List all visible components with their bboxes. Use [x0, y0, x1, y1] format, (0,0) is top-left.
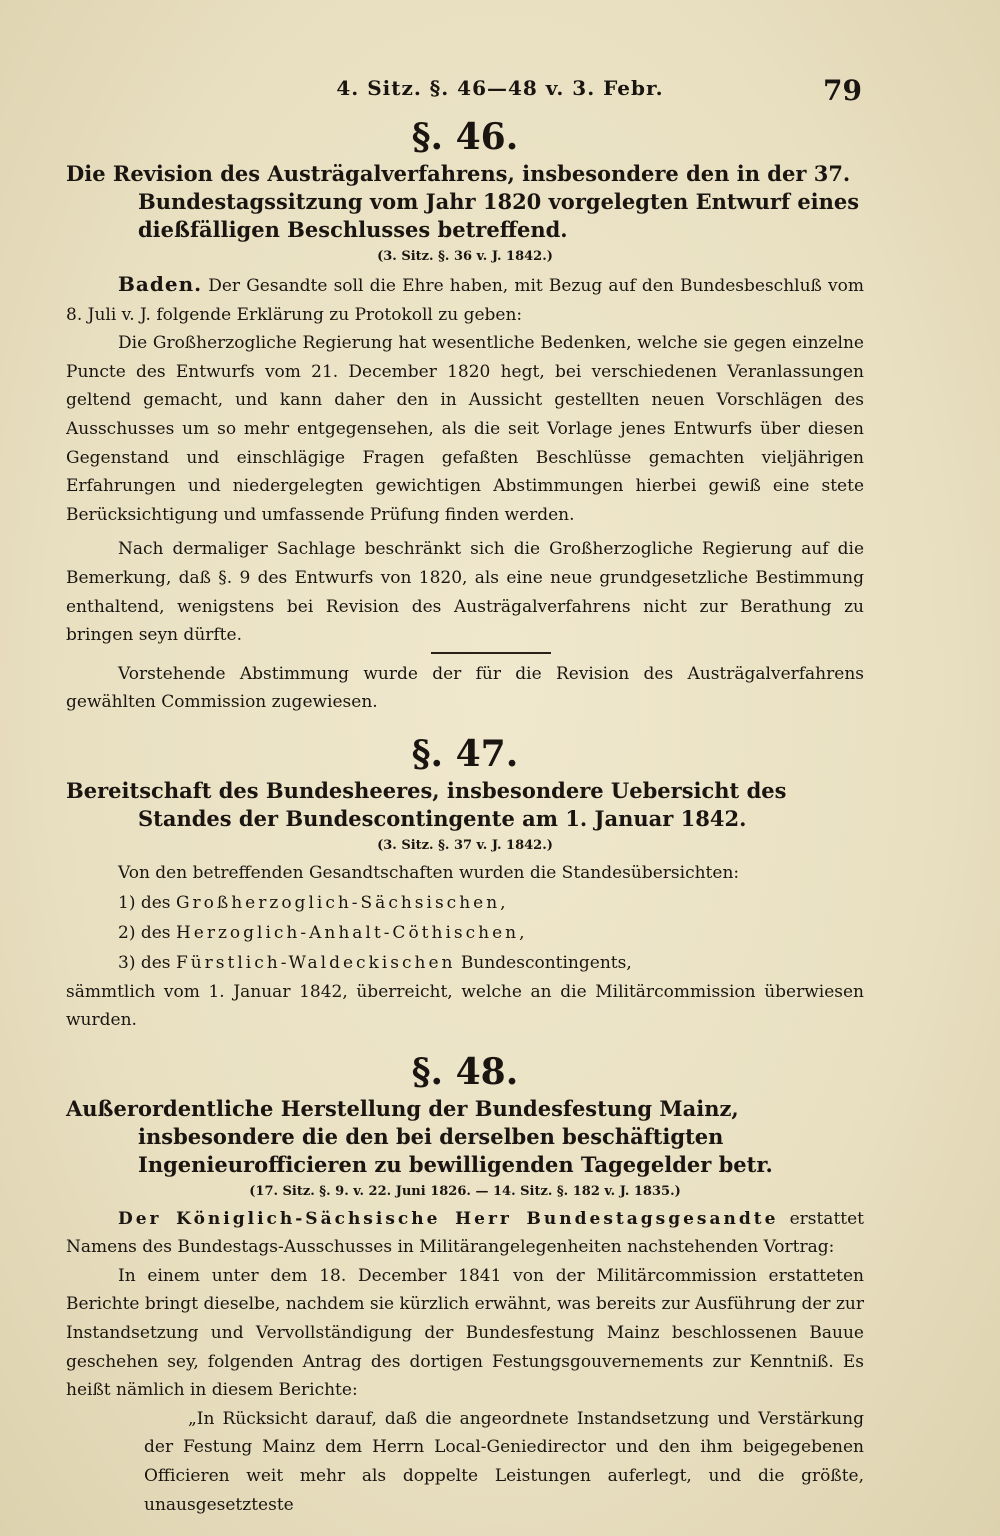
section-heading: §. 48.	[411, 1050, 519, 1093]
section-46	[66, 116, 864, 717]
item-suffix: Bundescontingents,	[460, 952, 632, 973]
quoted-paragraph: „In Rücksicht darauf, daß die angeordnete Instandsetzung und Verstärkung der Festung Mainz dem Herrn Local-Geniedirector und den ihm beigegebenen Officieren weit mehr als doppelte Leistungen auferlegt, und die größte, unausgesetzteste	[144, 1408, 864, 1515]
item-number: 3)	[118, 952, 136, 973]
paragraph: Vorstehende Abstimmung wurde der für die Revision des Austrägalverfahrens gewählten Commission zugewiesen.	[66, 663, 864, 713]
running-title: 4. Sitz. §. 46—48 v. 3. Febr.	[336, 76, 664, 100]
intro-text: erstattet Namens des Bundestags-Ausschusses in Militärangelegenheiten nachstehenden Vortrag:	[66, 1208, 864, 1258]
list-item	[66, 948, 864, 978]
page-number: 79	[823, 74, 862, 107]
list-item	[66, 888, 864, 918]
section-heading: §. 46.	[411, 116, 519, 158]
reference-note: (3. Sitz. §. 36 v. J. 1842.)	[377, 249, 553, 264]
item-prefix: des	[140, 952, 171, 973]
separator-rule	[431, 652, 551, 654]
section-title: Außerordentliche Herstellung der Bundesfestung Mainz, insbesondere die den bei derselben beschäftigten Ingenieurofficieren zu bewilligenden Tagegelder betr.	[66, 1095, 773, 1177]
paragraph: Von den betreffenden Gesandtschaften wurden die Standesübersichten:	[118, 862, 740, 883]
paragraph: Nach dermaliger Sachlage beschränkt sich die Großherzogliche Regierung auf die Bemerkung, daß §. 9 des Entwurfs von 1820, als eine neue grundgesetzliche Bestimmung enthaltend, wenigstens bei Revision des Austrägalverfahrens nicht zur Berathung zu bringen seyn dürfte.	[66, 539, 864, 646]
section-title: Bereitschaft des Bundesheeres, insbesondere Uebersicht des Standes der Bundescontingente am 1. Januar 1842.	[66, 777, 787, 831]
paragraph: sämmtlich vom 1. Januar 1842, überreicht, welche an die Militärcommission überwiesen wurden.	[66, 981, 864, 1031]
item-name: Großherzoglich-Sächsischen,	[175, 892, 509, 913]
speaker: Der Königlich-Sächsische Herr Bundestagsgesandte	[118, 1208, 779, 1229]
item-prefix: des	[140, 922, 171, 943]
section-heading: §. 47.	[411, 732, 519, 775]
running-head	[0, 76, 1000, 106]
paragraph: In einem unter dem 18. December 1841 von der Militärcommission erstatteten Berichte bringt dieselbe, nachdem sie kürzlich erwähnt, was bereits zur Ausführung der zur Instandsetzung und Vervollständigung der Bundesfestung Mainz beschlossenen Bauue geschehen sey, folgenden Antrag des dortigen Festungsgouvernements zur Kenntniß. Es heißt nämlich in diesem Berichte:	[66, 1265, 864, 1401]
item-name: Fürstlich-Waldeckischen	[175, 952, 456, 973]
section-title: Die Revision des Austrägalverfahrens, insbesondere den in der 37. Bundestagssitzung vom Jahr 1820 vorgelegten Entwurf eines dießfälligen Beschlusses betreffend.	[66, 161, 860, 242]
reference-note: (3. Sitz. §. 37 v. J. 1842.)	[377, 837, 553, 853]
page-content	[66, 116, 864, 1519]
item-prefix: des	[140, 892, 171, 913]
reference-note: (17. Sitz. §. 9. v. 22. Juni 1826. — 14. Sitz. §. 182 v. J. 1835.)	[249, 1183, 681, 1199]
item-name: Herzoglich-Anhalt-Cöthischen,	[175, 922, 528, 943]
paragraph: Die Großherzogliche Regierung hat wesentliche Bedenken, welche sie gegen einzelne Puncte des Entwurfs vom 21. December 1820 hegt, bei verschiedenen Veranlassungen geltend gemacht, und kann daher den in Aussicht gestellten neuen Vorschlägen des Ausschusses um so mehr entgegensehen, als die seit Vorlage jenes Entwurfs über diesen Gegenstand und einschlägige Fragen gefaßten Beschlüsse gemachten vieljährigen Erfahrungen und niedergelegten gewichtigen Abstimmungen hierbei gewiß eine stete Berücksichtigung und umfassende Prüfung finden werden.	[66, 333, 864, 525]
declaration-intro	[66, 270, 864, 329]
list-item	[66, 918, 864, 948]
section-47	[66, 733, 864, 1035]
item-number: 1)	[118, 892, 136, 913]
state-name: Baden.	[118, 272, 203, 296]
section-48	[66, 1051, 864, 1520]
report-intro	[66, 1205, 864, 1262]
item-number: 2)	[118, 922, 136, 943]
intro-text: Der Gesandte soll die Ehre haben, mit Bezug auf den Bundesbeschluß vom 8. Juli v. J. folgende Erklärung zu Protokoll zu geben:	[66, 276, 864, 325]
